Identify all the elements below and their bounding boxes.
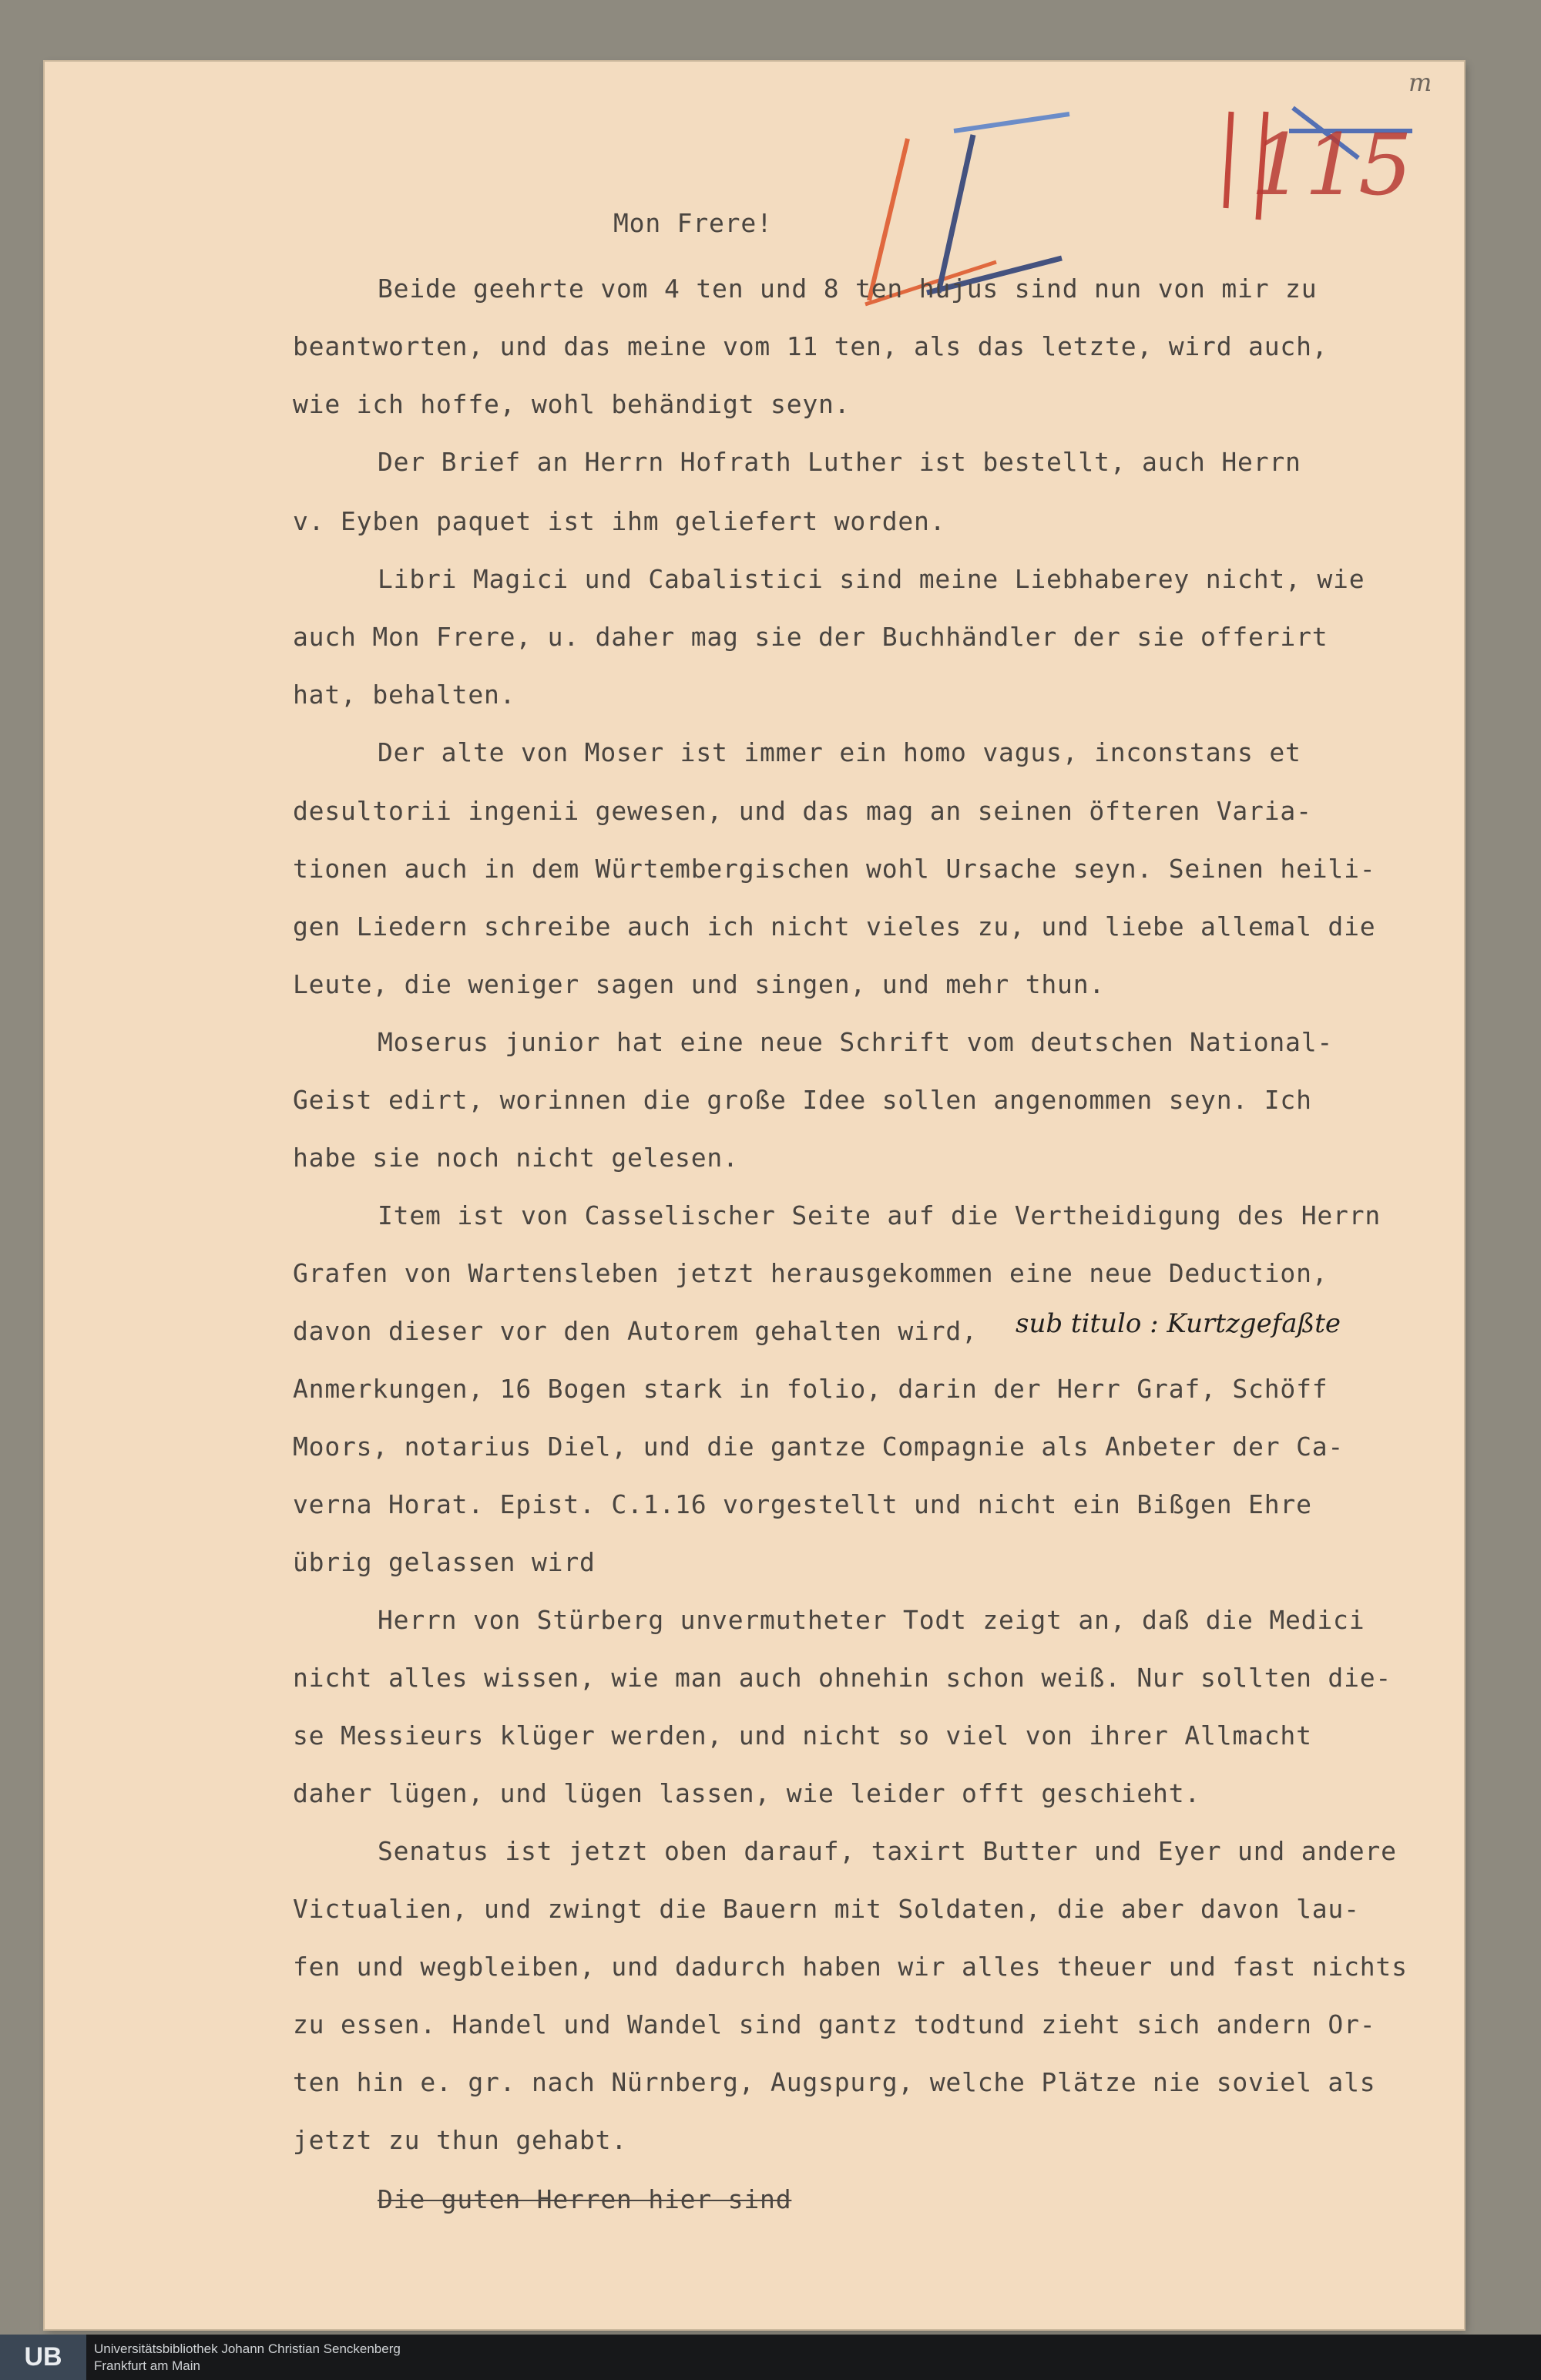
text-line: Item ist von Casselischer Seite auf die Vertheidigung des Herrn — [378, 1200, 1382, 1230]
text-line: Leute, die weniger sagen und singen, und mehr thun. — [293, 969, 1106, 999]
text-line: davon dieser vor den Autorem gehalten wird, — [293, 1316, 978, 1346]
text-line: beantworten, und das meine vom 11 ten, als das letzte, wird auch, — [293, 331, 1328, 361]
text-line: Der Brief an Herrn Hofrath Luther ist bestellt, auch Herrn — [378, 447, 1301, 477]
salutation: Mon Frere! — [613, 208, 773, 238]
footer-bar — [0, 2335, 1541, 2380]
text-line: Beide geehrte vom 4 ten und 8 ten hujus sind nun von mir zu — [378, 274, 1318, 304]
text-line: Libri Magici und Cabalistici sind meine Liebhaberey nicht, wie — [378, 564, 1365, 594]
text-line: se Messieurs klüger werden, und nicht so viel von ihrer Allmacht — [293, 1720, 1312, 1751]
text-line: v. Eyben paquet ist ihm geliefert worden. — [293, 506, 946, 536]
text-line: Der alte von Moser ist immer ein homo vagus, inconstans et — [378, 737, 1301, 767]
library-logo: UB — [0, 2335, 86, 2380]
text-line: Senatus ist jetzt oben darauf, taxirt Butter und Eyer und andere — [378, 1836, 1397, 1866]
text-line: nicht alles wissen, wie man auch ohnehin schon weiß. Nur sollten die- — [293, 1663, 1392, 1693]
text-line: Geist edirt, worinnen die große Idee sollen angenommen seyn. Ich — [293, 1085, 1312, 1115]
text-line: Anmerkungen, 16 Bogen stark in folio, darin der Herr Graf, Schöff — [293, 1374, 1328, 1404]
text-line: zu essen. Handel und Wandel sind gantz todtund zieht sich andern Or- — [293, 2009, 1376, 2039]
text-line: verna Horat. Epist. C.1.16 vorgestellt und nicht ein Bißgen Ehre — [293, 1489, 1312, 1519]
text-line: auch Mon Frere, u. daher mag sie der Buchhändler der sie offerirt — [293, 622, 1328, 652]
text-line: jetzt zu thun gehabt. — [293, 2125, 628, 2155]
text-line: daher lügen, und lügen lassen, wie leider offt geschieht. — [293, 1778, 1201, 1808]
text-line: Victualien, und zwingt die Bauern mit Soldaten, die aber davon lau- — [293, 1894, 1360, 1924]
folio-number: 115 — [1220, 85, 1420, 247]
text-line: gen Liedern schreibe auch ich nicht vieles zu, und liebe allemal die — [293, 911, 1376, 942]
text-line: wie ich hoffe, wohl behändigt seyn. — [293, 389, 851, 419]
colored-pencil-mark — [854, 108, 1085, 339]
footer-institution: Universitätsbibliothek Johann Christian Senckenberg — [94, 2341, 401, 2356]
text-line: Herrn von Stürberg unvermutheter Todt zeigt an, daß die Medici — [378, 1605, 1365, 1635]
text-line: übrig gelassen wird — [293, 1547, 596, 1577]
handwritten-insertion: sub titulo : Kurtzgefaßte — [1016, 1308, 1341, 1339]
text-line: tionen auch in dem Würtembergischen wohl Ursache seyn. Seinen heili- — [293, 854, 1376, 884]
text-line: Moserus junior hat eine neue Schrift vom deutschen National- — [378, 1027, 1334, 1057]
text-line: hat, behalten. — [293, 680, 516, 710]
text-line: Moors, notarius Diel, und die gantze Compagnie als Anbeter der Ca- — [293, 1432, 1345, 1462]
text-line: habe sie noch nicht gelesen. — [293, 1143, 739, 1173]
footer-city: Frankfurt am Main — [94, 2358, 200, 2373]
text-line: ten hin e. gr. nach Nürnberg, Augspurg, welche Plätze nie soviel als — [293, 2067, 1376, 2097]
struck-line: Die guten Herren hier sind — [378, 2184, 792, 2214]
text-line: Grafen von Wartensleben jetzt herausgekommen eine neue Deduction, — [293, 1258, 1328, 1288]
document-page — [45, 62, 1464, 2329]
corner-mark: m — [1408, 68, 1432, 97]
text-line: fen und wegbleiben, und dadurch haben wir alles theuer und fast nichts — [293, 1952, 1408, 1982]
text-line: desultorii ingenii gewesen, und das mag an seinen öfteren Varia- — [293, 796, 1312, 826]
